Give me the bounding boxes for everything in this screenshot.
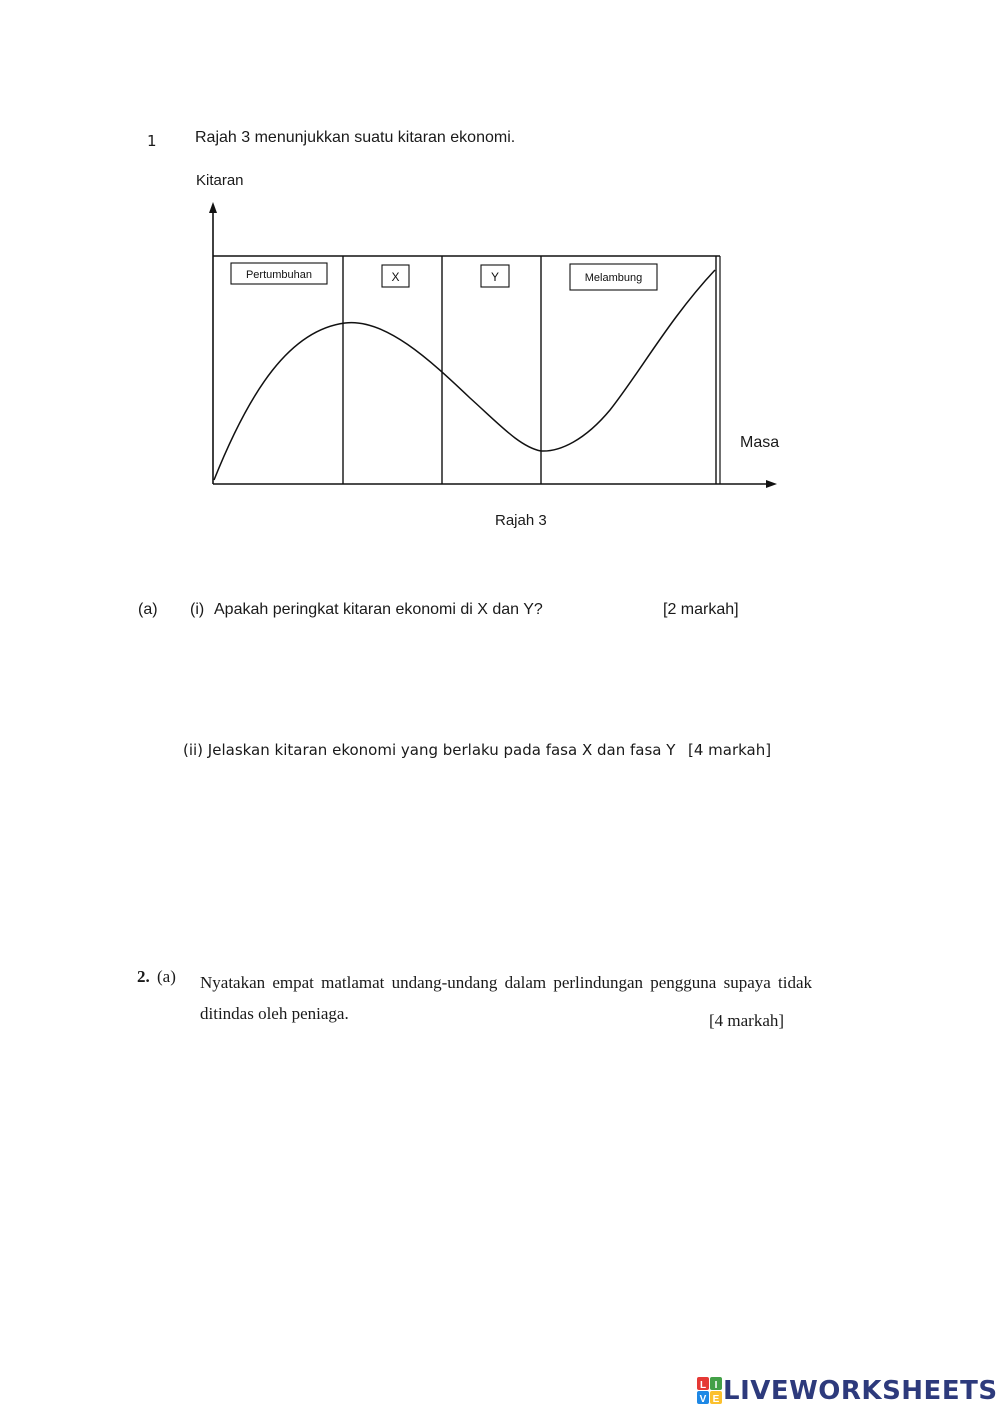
question-1-title: Rajah 3 menunjukkan suatu kitaran ekonomi.: [195, 129, 516, 146]
logo-letter-e: E: [712, 1394, 720, 1405]
y-axis-label: Kitaran: [196, 172, 244, 189]
question-1a-label: (a): [138, 601, 158, 618]
question-2a-text: Nyatakan empat matlamat undang-undang dalam perlindungan pengguna supaya tidak ditindas oleh peniaga.: [200, 973, 812, 1023]
question-2-number: 2.: [137, 967, 150, 986]
x-axis-label: Masa: [740, 434, 780, 451]
question-1a-i-marks: [2 markah]: [663, 601, 739, 618]
question-1a-i-text: Apakah peringkat kitaran ekonomi di X dan Y?: [214, 601, 543, 618]
question-2a-label: (a): [157, 967, 176, 986]
phase-label-pertumbuhan: Pertumbuhan: [245, 269, 313, 281]
question-1a-ii-text: (ii) Jelaskan kitaran ekonomi yang berlaku pada fasa X dan fasa Y: [183, 741, 676, 759]
economic-cycle-curve: [214, 270, 715, 480]
question-2a-marks: [4 markah]: [709, 1011, 785, 1030]
x-axis-arrow-icon: [766, 480, 777, 488]
question-1a-i-label: (i): [190, 601, 205, 618]
logo-letter-v: V: [699, 1394, 707, 1405]
phase-label-x: X: [391, 270, 400, 284]
figure-caption: Rajah 3: [495, 512, 547, 529]
phase-label-melambung: Melambung: [584, 272, 643, 284]
footer-brand-text: LIVEWORKSHEETS: [723, 1376, 998, 1406]
question-1-number: 1: [147, 132, 157, 150]
liveworksheets-logo-icon: [697, 1377, 723, 1405]
logo-letter-i: I: [714, 1380, 718, 1391]
y-axis-arrow-icon: [209, 202, 217, 213]
question-1a-ii-marks: [4 markah]: [688, 741, 772, 759]
footer-logo: [697, 1376, 998, 1406]
phase-label-y: Y: [490, 270, 500, 284]
logo-letter-l: L: [699, 1380, 707, 1391]
economic-cycle-diagram: [0, 0, 1000, 560]
